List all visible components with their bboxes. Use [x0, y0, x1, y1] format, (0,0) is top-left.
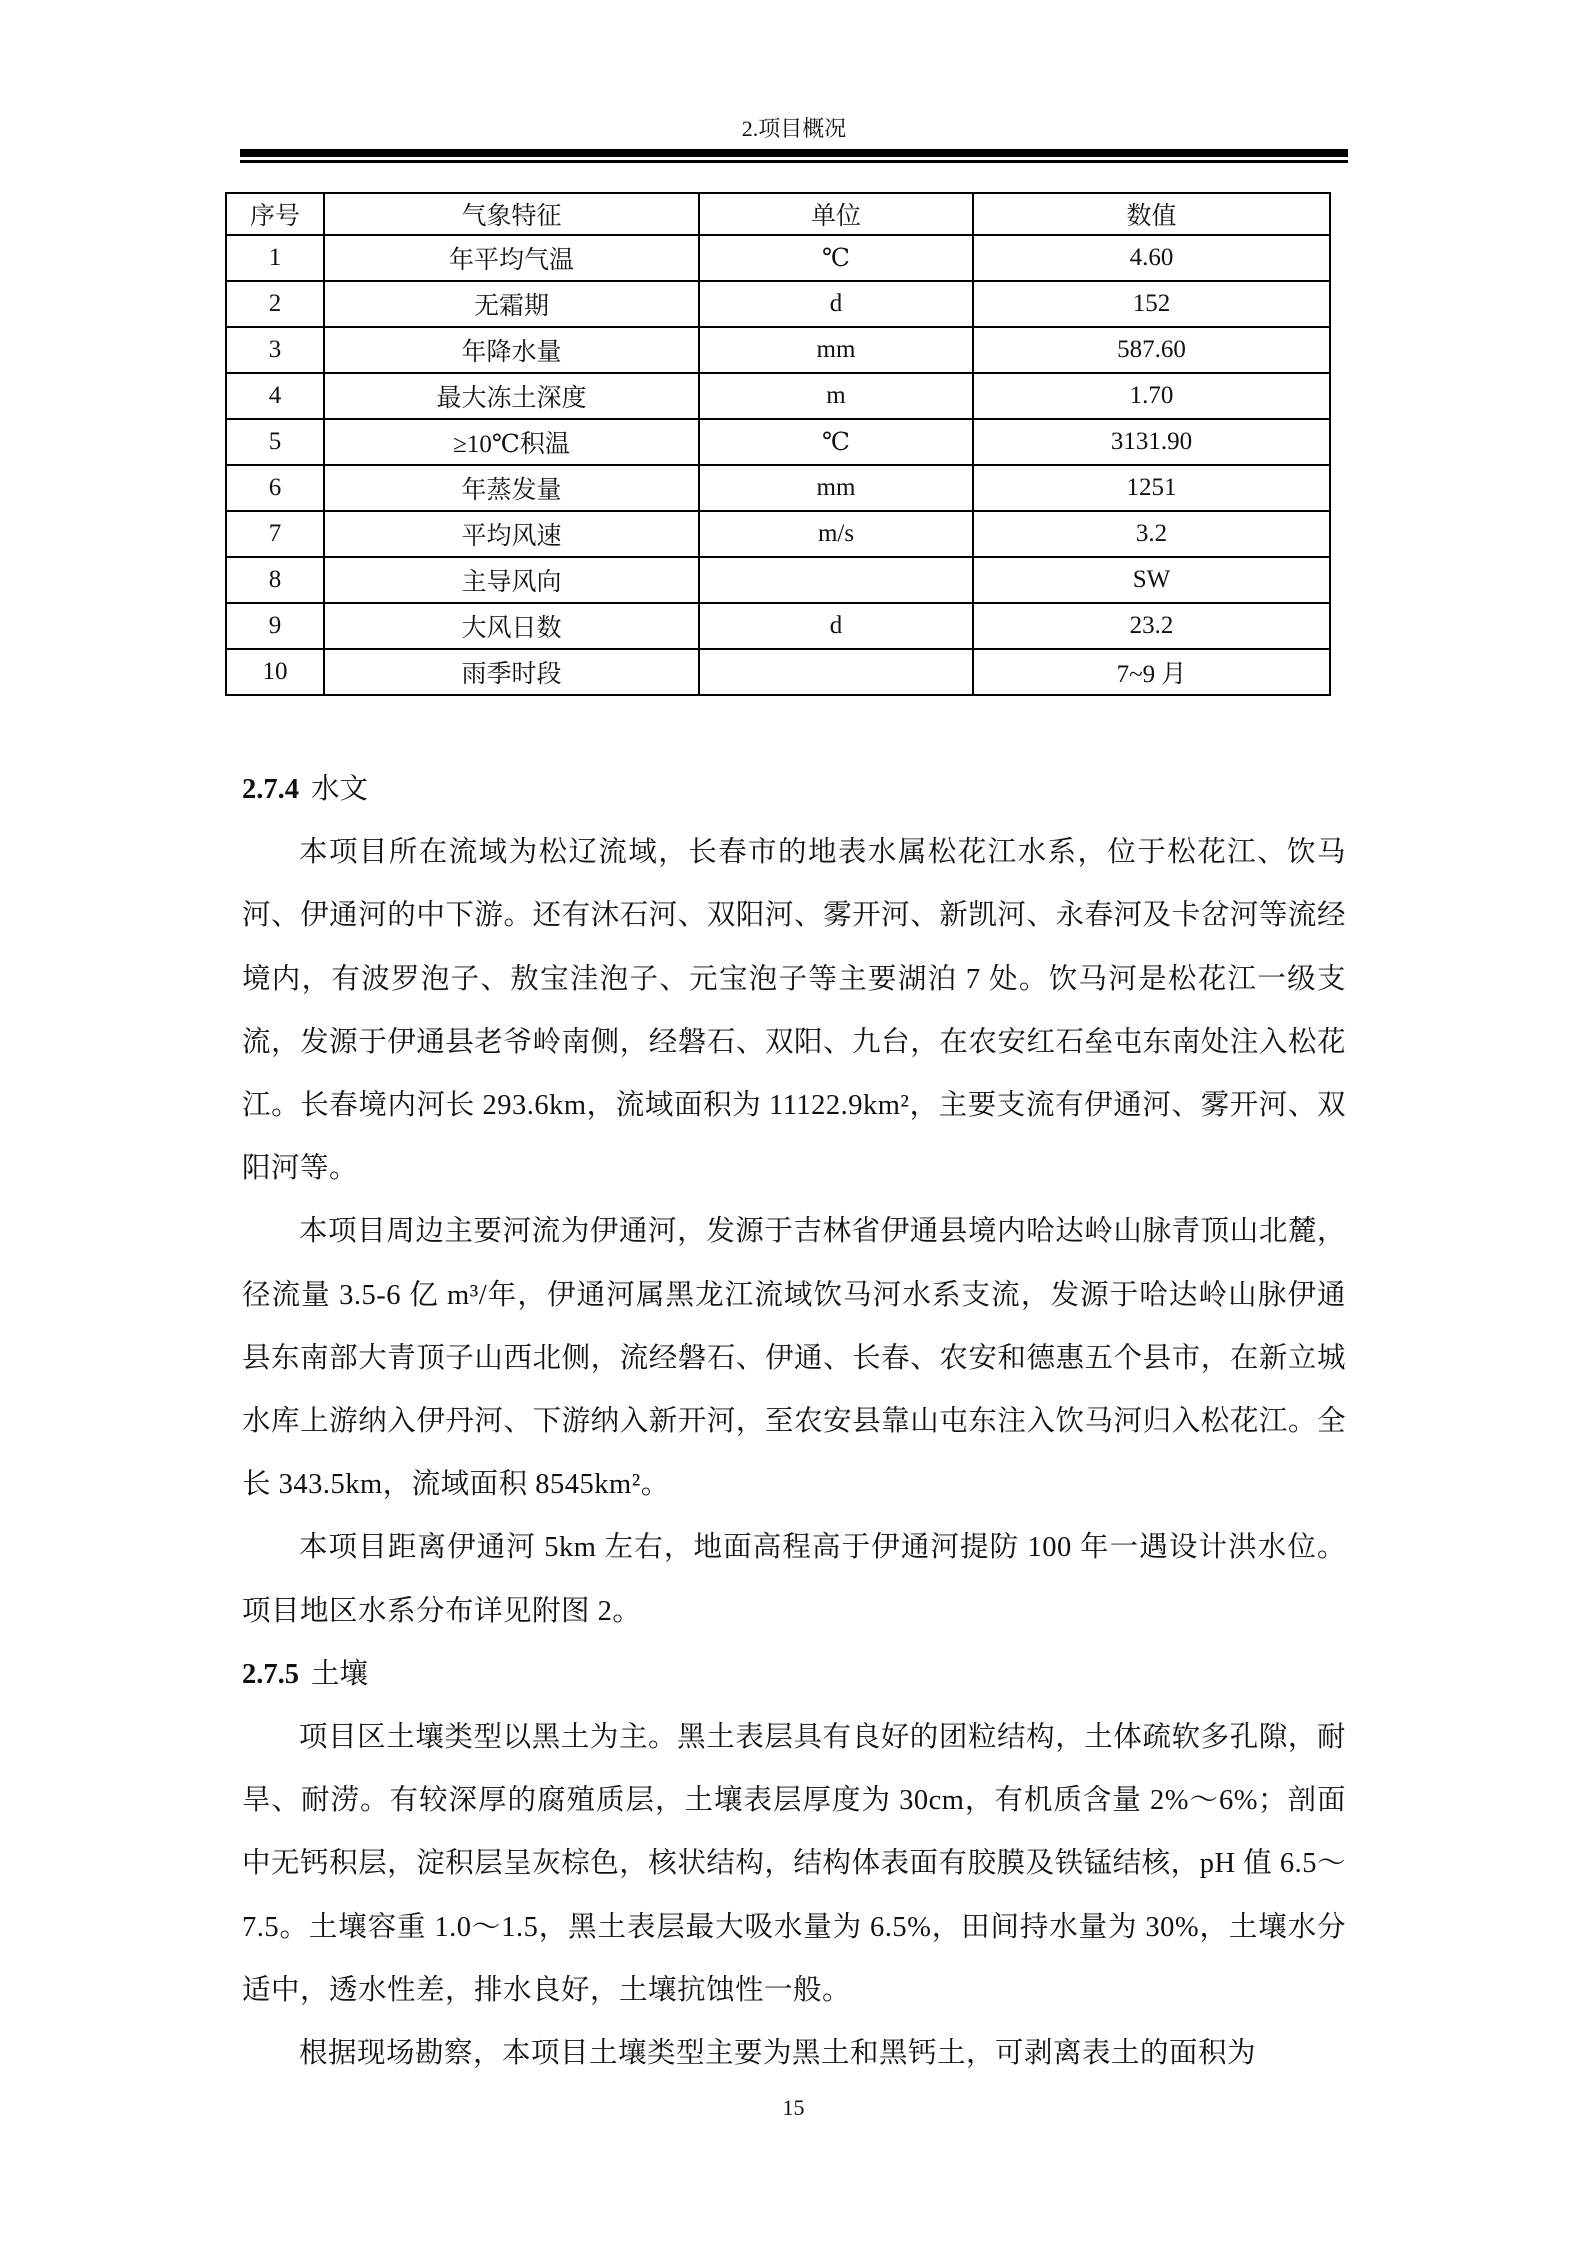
cell-feature: ≥10℃积温	[324, 419, 699, 465]
section-number: 2.7.4	[242, 774, 299, 805]
cell-value: SW	[973, 557, 1330, 603]
section-number: 2.7.5	[242, 1658, 299, 1690]
cell-no: 8	[226, 557, 324, 603]
section-heading-hydrology	[242, 758, 1346, 821]
cell-no: 1	[226, 235, 324, 281]
table-row	[226, 465, 1330, 511]
cell-unit: d	[699, 603, 973, 649]
cell-feature: 大风日数	[324, 603, 699, 649]
table-row	[226, 235, 1330, 281]
section-heading-soil	[242, 1643, 1346, 1706]
body-content	[242, 758, 1346, 2085]
paragraph: 项目区土壤类型以黑土为主。黑土表层具有良好的团粒结构，土体疏软多孔隙，耐旱、耐涝。有较深厚的腐殖质层，土壤表层厚度为 30cm，有机质含量 2%～6%；剖面中无钙积层，淀积层呈灰棕色，核状结构，结构体表面有胶膜及铁锰结核，pH 值 6.5～7.5。土壤容重 1.0～1.5，黑土表层最大吸水量为 6.5%，田间持水量为 30%，土壤水分适中，透水性差，排水良好，土壤抗蚀性一般。	[242, 1722, 1346, 2006]
column-header-feature: 气象特征	[324, 193, 699, 235]
cell-feature: 最大冻土深度	[324, 373, 699, 419]
cell-no: 5	[226, 419, 324, 465]
section-title: 水文	[311, 774, 369, 805]
column-header-unit: 单位	[699, 193, 973, 235]
paragraph: 本项目所在流域为松辽流域，长春市的地表水属松花江水系，位于松花江、饮马河、伊通河的中下游。还有沐石河、双阳河、雾开河、新凯河、永春河及卡岔河等流经境内，有波罗泡子、敖宝洼泡子、元宝泡子等主要湖泊 7 处。饮马河是松花江一级支流，发源于伊通县老爷岭南侧，经磐石、双阳、九台，在农安红石垒屯东南处注入松花江。长春境内河长 293.6km，流域面积为 11122.9km²，主要支流有伊通河、雾开河、双阳河等。	[242, 837, 1346, 1185]
cell-feature: 年平均气温	[324, 235, 699, 281]
cell-unit: m/s	[699, 511, 973, 557]
paragraph: 本项目周边主要河流为伊通河，发源于吉林省伊通县境内哈达岭山脉青顶山北麓，径流量 3.5-6 亿 m³/年，伊通河属黑龙江流域饮马河水系支流，发源于哈达岭山脉伊通县东南部大青顶子山西北侧，流经磐石、伊通、长春、农安和德惠五个县市，在新立城水库上游纳入伊丹河、下游纳入新开河，至农安县靠山屯东注入饮马河归入松花江。全长 343.5km，流域面积 8545km²。	[242, 1216, 1346, 1501]
cell-feature: 主导风向	[324, 557, 699, 603]
cell-unit: ℃	[699, 235, 973, 281]
cell-value: 4.60	[973, 235, 1330, 281]
paragraph: 本项目距离伊通河 5km 左右，地面高程高于伊通河提防 100 年一遇设计洪水位。项目地区水系分布详见附图 2。	[242, 1532, 1346, 1627]
cell-feature: 年降水量	[324, 327, 699, 373]
section-title: 土壤	[311, 1658, 369, 1690]
cell-feature: 无霜期	[324, 281, 699, 327]
cell-unit: d	[699, 281, 973, 327]
cell-no: 6	[226, 465, 324, 511]
cell-unit: m	[699, 373, 973, 419]
table-row	[226, 419, 1330, 465]
cell-value: 3131.90	[973, 419, 1330, 465]
cell-no: 7	[226, 511, 324, 557]
cell-value: 7~9 月	[973, 649, 1330, 695]
table-row	[226, 373, 1330, 419]
cell-no: 9	[226, 603, 324, 649]
running-header-title: 2.项目概况	[741, 116, 847, 141]
table-row	[226, 511, 1330, 557]
header-rule-thick	[240, 149, 1348, 157]
paragraph: 根据现场勘察，本项目土壤类型主要为黑土和黑钙土，可剥离表土的面积为	[299, 2038, 1257, 2070]
cell-value: 152	[973, 281, 1330, 327]
cell-unit	[699, 557, 973, 603]
column-header-value: 数值	[973, 193, 1330, 235]
table-row	[226, 281, 1330, 327]
cell-value: 3.2	[973, 511, 1330, 557]
cell-unit: mm	[699, 327, 973, 373]
cell-feature: 雨季时段	[324, 649, 699, 695]
cell-unit: mm	[699, 465, 973, 511]
table-row	[226, 557, 1330, 603]
climate-table	[225, 192, 1331, 696]
table-row	[226, 603, 1330, 649]
table-row	[226, 649, 1330, 695]
cell-no: 4	[226, 373, 324, 419]
header-rule-thin	[240, 160, 1348, 163]
cell-feature: 年蒸发量	[324, 465, 699, 511]
cell-value: 1.70	[973, 373, 1330, 419]
page-number: 15	[782, 2095, 805, 2120]
cell-value: 23.2	[973, 603, 1330, 649]
cell-no: 2	[226, 281, 324, 327]
cell-value: 1251	[973, 465, 1330, 511]
table-row	[226, 327, 1330, 373]
cell-feature: 平均风速	[324, 511, 699, 557]
table-header-row	[226, 193, 1330, 235]
cell-value: 587.60	[973, 327, 1330, 373]
cell-no: 10	[226, 649, 324, 695]
cell-no: 3	[226, 327, 324, 373]
cell-unit	[699, 649, 973, 695]
column-header-no: 序号	[226, 193, 324, 235]
cell-unit: ℃	[699, 419, 973, 465]
